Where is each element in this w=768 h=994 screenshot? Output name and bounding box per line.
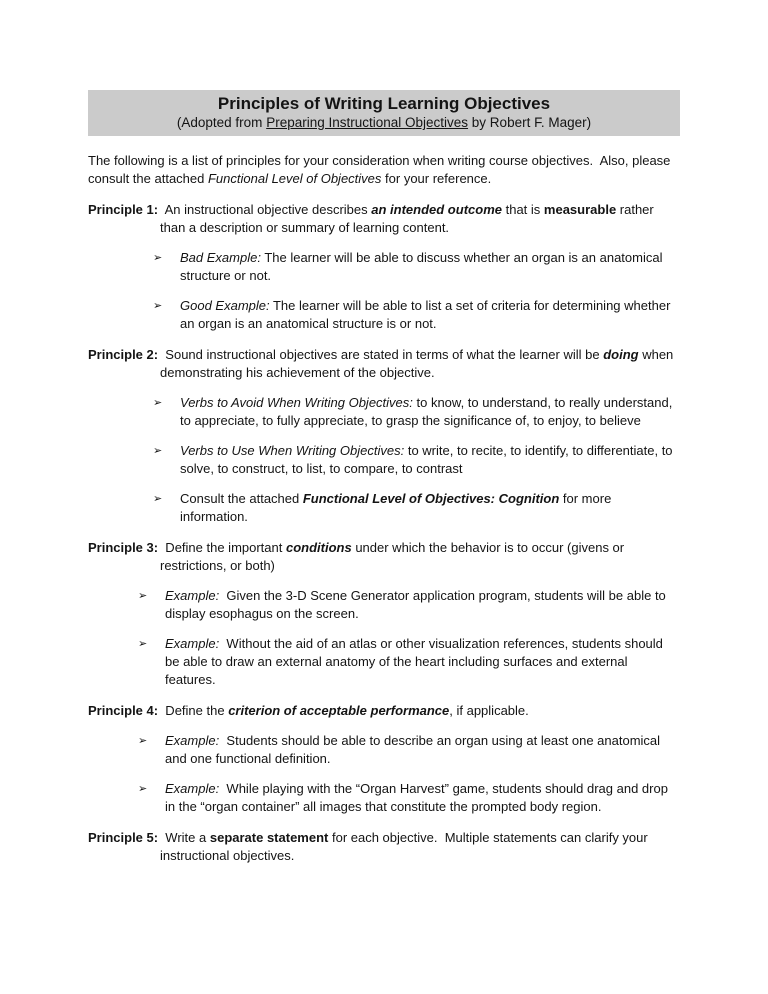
page-title: Principles of Writing Learning Objectives xyxy=(217,94,551,113)
principle-2-bullet-verbs-use xyxy=(153,442,680,478)
principle-4 xyxy=(88,702,680,720)
arrow-bullet-icon: ➢ xyxy=(153,493,163,505)
arrow-bullet-icon: ➢ xyxy=(153,300,163,312)
principle-3-body: Define the important conditions under which the behavior is to occur (givens or restrictions, or both) xyxy=(158,540,628,573)
principle-3 xyxy=(88,539,680,575)
principle-3-bullet-example-1 xyxy=(138,587,680,623)
arrow-bullet-icon: ➢ xyxy=(138,638,148,650)
principle-4-bullet-example-1 xyxy=(138,732,680,768)
bullet-text: Bad Example: The learner will be able to discuss whether an organ is an anatomical structure or not. xyxy=(180,250,667,283)
principle-2-bullet-consult xyxy=(153,490,680,526)
principle-1-label: Principle 1: xyxy=(88,202,159,217)
bullet-text: Good Example: The learner will be able to list a set of criteria for determining whether an organ is an anatomical structure is or not. xyxy=(180,298,675,331)
page-subtitle: (Adopted from Preparing Instructional Objectives by Robert F. Mager) xyxy=(176,115,592,130)
principle-5-label: Principle 5: xyxy=(88,830,159,845)
bullet-text: Consult the attached Functional Level of Objectives: Cognition for more information. xyxy=(180,491,615,524)
principle-2-label: Principle 2: xyxy=(88,347,159,362)
arrow-bullet-icon: ➢ xyxy=(153,445,163,457)
principle-1-body: An instructional objective describes an intended outcome that is measurable rather than a description or summary of learning content. xyxy=(158,202,658,235)
bullet-text: Verbs to Avoid When Writing Objectives: to know, to understand, to really understand, to appreciate, to fully appreciate, to grasp the significance of, to enjoy, to believe xyxy=(180,395,676,428)
title-banner xyxy=(88,90,680,136)
arrow-bullet-icon: ➢ xyxy=(153,397,163,409)
principle-3-label: Principle 3: xyxy=(88,540,159,555)
principle-4-label: Principle 4: xyxy=(88,703,159,718)
principle-2 xyxy=(88,346,680,382)
principle-3-bullet-example-2 xyxy=(138,635,680,689)
principle-1-bullet-bad-example xyxy=(153,249,680,285)
principle-1-bullet-good-example xyxy=(153,297,680,333)
intro-paragraph: The following is a list of principles for your consideration when writing course objectives. Also, please consult the attached Functional Level of Objectives for your reference. xyxy=(88,153,675,186)
arrow-bullet-icon: ➢ xyxy=(153,252,163,264)
arrow-bullet-icon: ➢ xyxy=(138,783,148,795)
arrow-bullet-icon: ➢ xyxy=(138,735,148,747)
arrow-bullet-icon: ➢ xyxy=(138,590,148,602)
principle-4-body: Define the criterion of acceptable performance, if applicable. xyxy=(158,703,529,718)
bullet-text: Example: Students should be able to describe an organ using at least one anatomical and one functional definition. xyxy=(165,733,664,766)
principle-2-body: Sound instructional objectives are stated in terms of what the learner will be doing when demonstrating his achievement of the objective. xyxy=(158,347,677,380)
bullet-text: Example: Without the aid of an atlas or other visualization references, students should be able to draw an external anatomy of the heart including surfaces and external features. xyxy=(165,636,667,687)
principle-5 xyxy=(88,829,680,865)
bullet-text: Example: Given the 3-D Scene Generator application program, students will be able to display esophagus on the screen. xyxy=(165,588,670,621)
principle-2-bullet-verbs-avoid xyxy=(153,394,680,430)
principle-5-body: Write a separate statement for each objective. Multiple statements can clarify your instructional objectives. xyxy=(158,830,652,863)
principle-1 xyxy=(88,201,680,237)
bullet-text: Example: While playing with the “Organ Harvest” game, students should drag and drop in the “organ container” all images that constitute the prompted body region. xyxy=(165,781,672,814)
principle-4-bullet-example-2 xyxy=(138,780,680,816)
bullet-text: Verbs to Use When Writing Objectives: to write, to recite, to identify, to differentiate, to solve, to construct, to list, to compare, to contrast xyxy=(180,443,677,476)
